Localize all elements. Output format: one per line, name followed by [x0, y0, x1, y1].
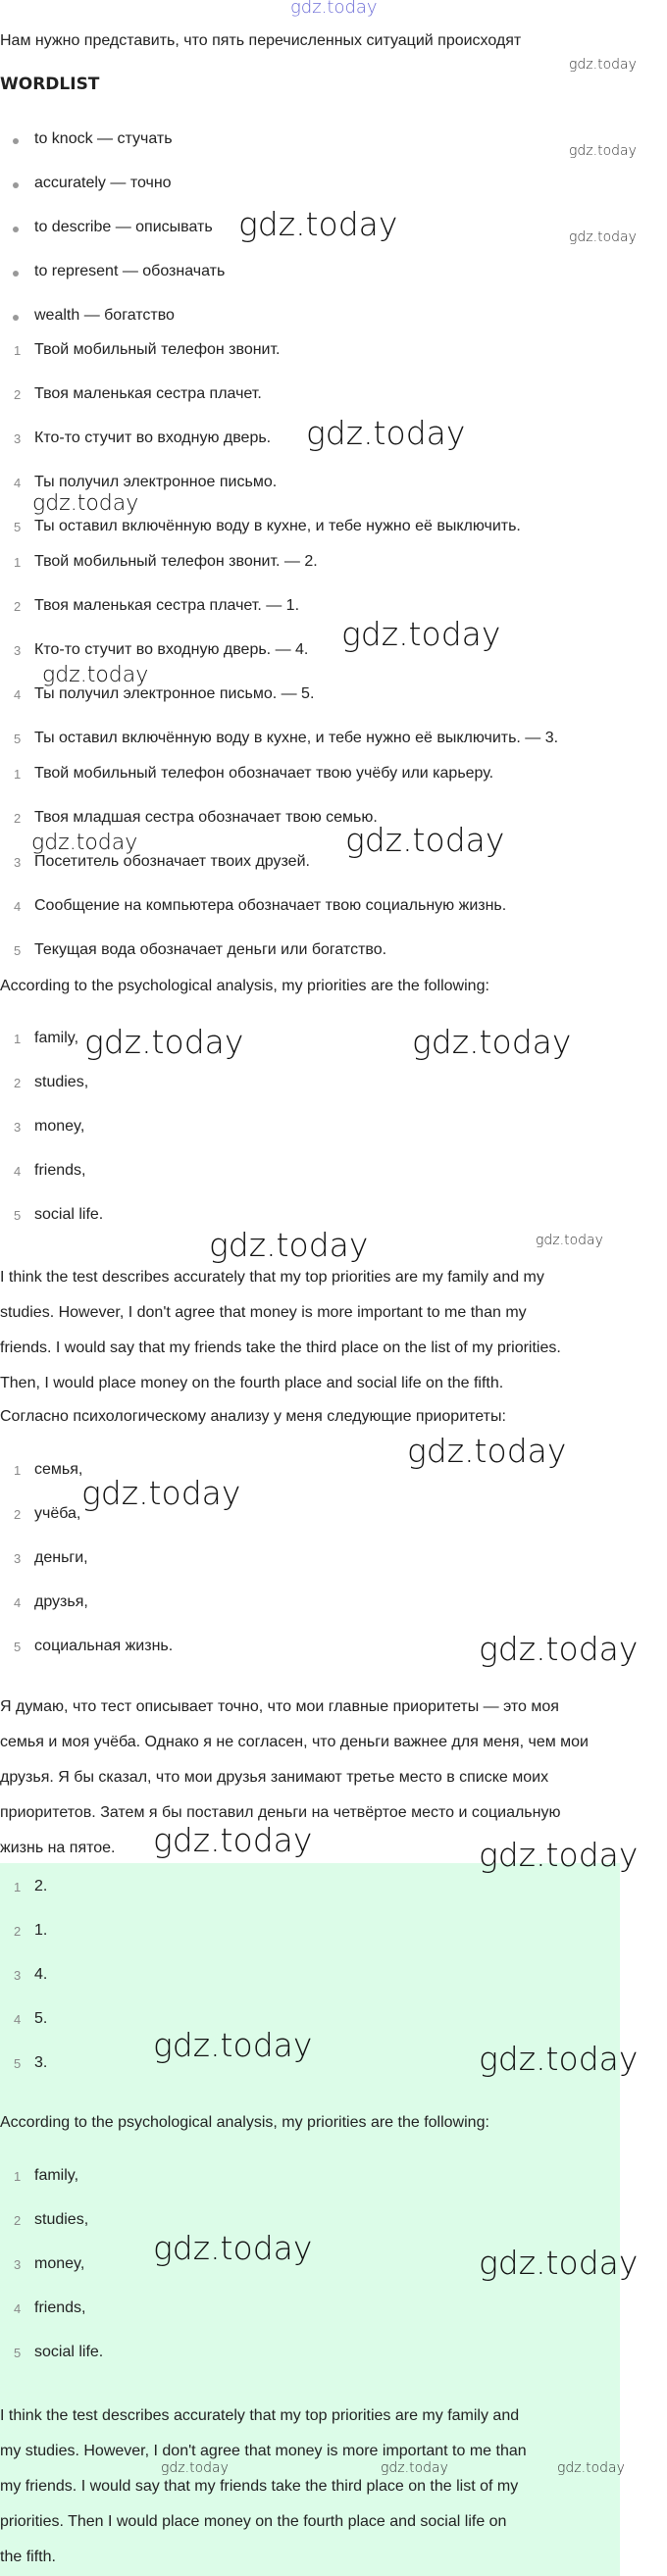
item-number: 5 [14, 732, 22, 746]
item-number: 4 [14, 2012, 22, 2027]
watermark: gdz.today [238, 205, 398, 243]
item-number: 2 [14, 1507, 22, 1522]
item-number: 3 [14, 2257, 22, 2272]
list-item: учёба, [34, 1505, 81, 1522]
list-item: Твоя маленькая сестра плачет. — 1. [34, 597, 300, 614]
item-number: 2 [14, 1924, 22, 1939]
item-number: 5 [14, 2346, 22, 2360]
item-number: 3 [14, 1968, 22, 1983]
list-item: to knock — стучать [34, 130, 173, 147]
list-item: Твоя младшая сестра обозначает твою семью. [34, 809, 378, 826]
list-item: social life. [34, 2344, 104, 2360]
item-number: 1 [14, 767, 22, 782]
watermark: gdz.today [407, 1432, 567, 1470]
answer-conclusion [0, 2399, 663, 2575]
list-item: 3. [34, 2054, 48, 2071]
item-number: 5 [14, 2056, 22, 2071]
list-item: Твой мобильный телефон обозначает твою учёбу или карьеру. [34, 765, 494, 782]
list-item: to describe — описывать [34, 219, 213, 235]
list-item: Кто-то стучит во входную дверь. — 4. [34, 641, 309, 658]
item-number: 1 [14, 2169, 22, 2184]
bullet [13, 271, 19, 277]
list-item: Твой мобильный телефон звонит. [34, 341, 281, 358]
paragraph-line: жизнь на пятое. [0, 1840, 116, 1856]
watermark: gdz.today [42, 663, 149, 687]
watermark: gdz.today [536, 1233, 603, 1248]
list-item: деньги, [34, 1549, 88, 1566]
conclusion-en [0, 1260, 663, 1401]
item-number: 3 [14, 643, 22, 658]
list-item: 1. [34, 1922, 48, 1939]
list-item: studies, [34, 2211, 89, 2228]
watermark: gdz.today [557, 2460, 625, 2476]
watermark: gdz.today [306, 414, 466, 452]
watermark: gdz.today [161, 2460, 229, 2476]
item-number: 5 [14, 1208, 22, 1223]
item-number: 4 [14, 1595, 22, 1610]
item-number: 4 [14, 476, 22, 490]
list-item: family, [34, 1030, 79, 1046]
list-item: семья, [34, 1461, 83, 1478]
list-item: друзья, [34, 1593, 88, 1610]
item-number: 3 [14, 1120, 22, 1135]
item-number: 4 [14, 899, 22, 914]
paragraph-line: приоритетов. Затем я бы поставил деньги на четвёртое место и социальную [0, 1804, 561, 1821]
watermark: gdz.today [153, 1821, 313, 1859]
paragraph-line: my studies. However, I don't agree that money is more important to me than [0, 2443, 527, 2459]
watermark: gdz.today [153, 2026, 313, 2064]
list-item: 2. [34, 1878, 48, 1894]
item-number: 1 [14, 1463, 22, 1478]
item-number: 2 [14, 2213, 22, 2228]
watermark: gdz.today [569, 57, 637, 73]
paragraph-line: priorities. Then I would place money on the fourth place and social life on [0, 2513, 507, 2530]
item-number: 4 [14, 2301, 22, 2316]
item-number: 3 [14, 855, 22, 870]
item-number: 2 [14, 811, 22, 826]
paragraph-line: my friends. I would say that my friends take the third place on the list of my [0, 2478, 519, 2495]
list-item: 5. [34, 2010, 48, 2027]
item-number: 4 [14, 1164, 22, 1179]
watermark: gdz.today [479, 2244, 639, 2282]
bullet [13, 315, 19, 321]
watermark: gdz.today [341, 615, 501, 653]
watermark: gdz.today [153, 2229, 313, 2267]
item-number: 4 [14, 687, 22, 702]
intro-text: Нам нужно представить, что пять перечисленных ситуаций происходят [0, 32, 522, 49]
list-item: studies, [34, 1074, 89, 1090]
item-number: 3 [14, 431, 22, 446]
watermark: gdz.today [479, 2040, 639, 2078]
list-item: to represent — обозначать [34, 263, 226, 279]
paragraph-line: друзья. Я бы сказал, что мои друзья занимают третье место в списке моих [0, 1769, 549, 1786]
item-number: 2 [14, 1076, 22, 1090]
item-number: 5 [14, 520, 22, 534]
watermark: gdz.today [81, 1474, 241, 1512]
item-number: 1 [14, 1880, 22, 1894]
list-item: friends, [34, 2299, 86, 2316]
bullet [13, 138, 19, 144]
list-item: социальная жизнь. [34, 1638, 174, 1654]
list-item: 4. [34, 1966, 48, 1983]
paragraph-line: I think the test describes accurately that my top priorities are my family and my [0, 1269, 544, 1286]
watermark: gdz.today [84, 1023, 244, 1061]
watermark: gdz.today [32, 491, 139, 516]
list-item: Ты получил электронное письмо. — 5. [34, 685, 315, 702]
list-item: Сообщение на компьютера обозначает твою социальную жизнь. [34, 897, 507, 914]
list-item: Посетитель обозначает твоих друзей. [34, 853, 310, 870]
paragraph-line: семья и моя учёба. Однако я не согласен, что деньги важнее для меня, чем мои [0, 1734, 589, 1750]
item-number: 2 [14, 599, 22, 614]
list-item: wealth — богатство [34, 307, 175, 324]
watermark: gdz.today [345, 821, 505, 859]
list-item: accurately — точно [34, 175, 172, 191]
watermark: gdz.today [479, 1630, 639, 1668]
item-number: 1 [14, 343, 22, 358]
list-item: family, [34, 2167, 79, 2184]
list-item: social life. [34, 1206, 104, 1223]
list-item: friends, [34, 1162, 86, 1179]
list-item: Ты получил электронное письмо. [34, 474, 278, 490]
paragraph-line: I think the test describes accurately that my top priorities are my family and [0, 2407, 520, 2424]
analysis-en-intro: According to the psychological analysis, my priorities are the following: [0, 978, 489, 994]
item-number: 3 [14, 1551, 22, 1566]
list-item: money, [34, 1118, 85, 1135]
item-number: 2 [14, 387, 22, 402]
bullet [13, 227, 19, 232]
analysis-ru-intro: Согласно психологическому анализу у меня следующие приоритеты: [0, 1408, 506, 1425]
list-item: Текущая вода обозначает деньги или богатство. [34, 941, 387, 958]
bullet [13, 182, 19, 188]
list-item: Ты оставил включённую воду в кухне, и тебе нужно её выключить. — 3. [34, 730, 559, 746]
watermark: gdz.today [412, 1023, 572, 1061]
list-item: Ты оставил включённую воду в кухне, и тебе нужно её выключить. [34, 518, 521, 534]
list-item: Твоя маленькая сестра плачет. [34, 385, 262, 402]
watermark-top: gdz.today [290, 0, 378, 18]
paragraph-line: the fifth. [0, 2549, 56, 2565]
item-number: 5 [14, 943, 22, 958]
watermark: gdz.today [381, 2460, 448, 2476]
wordlist-title: WORDLIST [0, 75, 100, 94]
item-number: 1 [14, 1032, 22, 1046]
watermark: gdz.today [209, 1226, 369, 1264]
paragraph-line: studies. However, I don't agree that money is more important to me than my [0, 1304, 527, 1321]
item-number: 5 [14, 1640, 22, 1654]
paragraph-line: Then, I would place money on the fourth place and social life on the fifth. [0, 1375, 504, 1391]
paragraph-line: Я думаю, что тест описывает точно, что мои главные приоритеты — это моя [0, 1698, 559, 1715]
watermark: gdz.today [31, 831, 138, 855]
item-number: 1 [14, 555, 22, 570]
list-item: Твой мобильный телефон звонит. — 2. [34, 553, 318, 570]
answer-analysis-intro: According to the psychological analysis, my priorities are the following: [0, 2114, 489, 2131]
list-item: money, [34, 2255, 85, 2272]
watermark: gdz.today [479, 1836, 639, 1874]
watermark: gdz.today [569, 229, 637, 245]
paragraph-line: friends. I would say that my friends take the third place on the list of my priorities. [0, 1339, 561, 1356]
list-item: Кто-то стучит во входную дверь. [34, 429, 272, 446]
watermark: gdz.today [569, 143, 637, 159]
